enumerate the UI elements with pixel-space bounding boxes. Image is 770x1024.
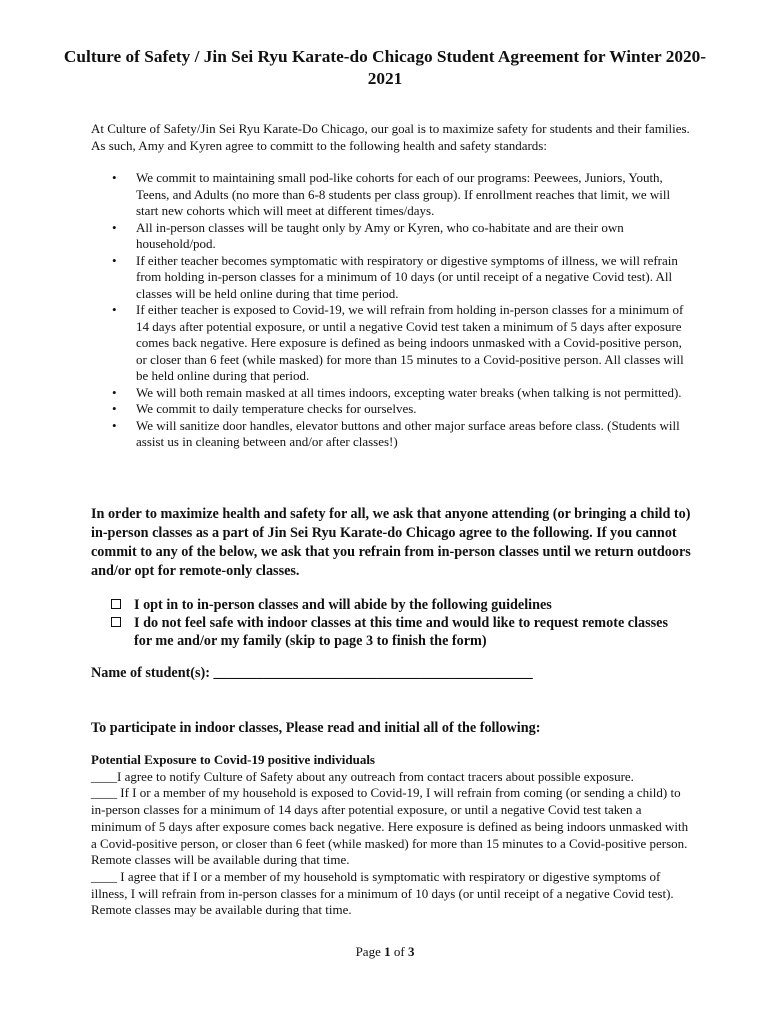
commitments-list: [136, 170, 684, 451]
commitment-item: • We will both remain masked at all times indoors, excepting water breaks (when talking is not permitted).: [136, 385, 684, 402]
document-title: Culture of Safety / Jin Sei Ryu Karate-do Chicago Student Agreement for Winter 2020-2021: [63, 47, 707, 88]
opt-in-options: [111, 596, 681, 650]
checkbox-opt-in-person[interactable]: [111, 599, 121, 609]
commitment-item: • We commit to maintaining small pod-like cohorts for each of our programs: Peewees, Juniors, Youth, Teens, and Adults (no more than 6-8 students per class group). If enrollment reaches that limit, we will start new cohorts which will meet at different times/days.: [136, 170, 684, 220]
exposure-initial-item[interactable]: ____ I agree that if I or a member of my household is symptomatic with respiratory or digestive symptoms of illness, I will refrain from in-person classes for a minimum of 10 days (or until receipt of a negative Covid test). Remote classes may be available during that time.: [91, 868, 674, 918]
opt-remote-option: [111, 614, 681, 650]
of-word: of: [393, 944, 405, 959]
commitment-item: • We will sanitize door handles, elevator buttons and other major surface areas before class. (Students will assist us in cleaning between and/or after classes!): [136, 418, 684, 451]
opt-in-option: [111, 596, 681, 614]
total-pages-number: 3: [407, 944, 415, 959]
commitment-item: • We commit to daily temperature checks for ourselves.: [136, 401, 684, 418]
request-remote-label: I do not feel safe with indoor classes at this time and would like to request remote classes for me and/or my family (skip to page 3 to finish the form): [134, 615, 668, 649]
student-name-field[interactable]: Name of student(s): _____________________________________________: [91, 665, 533, 681]
exposure-heading: Potential Exposure to Covid-19 positive individuals: [91, 752, 375, 767]
initial-section-heading: To participate in indoor classes, Please read and initial all of the following:: [91, 720, 541, 736]
intro-paragraph: At Culture of Safety/Jin Sei Ryu Karate-Do Chicago, our goal is to maximize safety for students and their families. As such, Amy and Kyren agree to committ to the following health and safety standards:: [91, 121, 690, 153]
commitment-item: • If either teacher becomes symptomatic with respiratory or digestive symptoms of illness, we will refrain from holding in-person classes for a minimum of 10 days (or until receipt of a negative Covid test). All classes will be held online during that time period.: [136, 253, 684, 303]
checkbox-request-remote[interactable]: [111, 617, 121, 627]
request-paragraph: In order to maximize health and safety for all, we ask that anyone attending (or bringing a child to) in-person classes as a part of Jin Sei Ryu Karate-do Chicago agree to the following. If you cannot commit to any of the below, we ask that you refrain from in-person classes until we return outdoors and/or opt for remote-only classes.: [91, 506, 691, 579]
commitment-item: • If either teacher is exposed to Covid-19, we will refrain from holding in-person classes for a minimum of 14 days after potential exposure, or until a negative Covid test taken a minimum of 5 days after exposure comes back negative. Here exposure is defined as being indoors unmasked with a Covid-positive person, or closer than 6 feet (while masked) for more than 15 minutes to a Covid-positive person. All classes will be held online during that period.: [136, 302, 684, 385]
opt-in-person-label: I opt in to in-person classes and will abide by the following guidelines: [134, 597, 552, 613]
commitment-item: • All in-person classes will be taught only by Amy or Kyren, who co-habitate and are their own household/pod.: [136, 220, 684, 253]
page-word: Page: [355, 944, 381, 959]
current-page-number: 1: [384, 944, 391, 959]
exposure-initial-item[interactable]: ____I agree to notify Culture of Safety about any outreach from contact tracers about possible exposure.: [91, 768, 634, 784]
exposure-section: [91, 752, 691, 919]
page-footer: [0, 944, 770, 960]
exposure-initial-item[interactable]: ____ If I or a member of my household is exposed to Covid-19, I will refrain from coming (or sending a child) to in-person classes for a minimum of 14 days after potential exposure, or until a negative Covid test taken a minimum of 5 days after exposure comes back negative. Here exposure is defined as being indoors unmasked with a Covid-positive person, or closer than 6 feet (while masked) for more than 15 minutes to a Covid-positive person. Remote classes will be available during that time.: [91, 785, 689, 868]
